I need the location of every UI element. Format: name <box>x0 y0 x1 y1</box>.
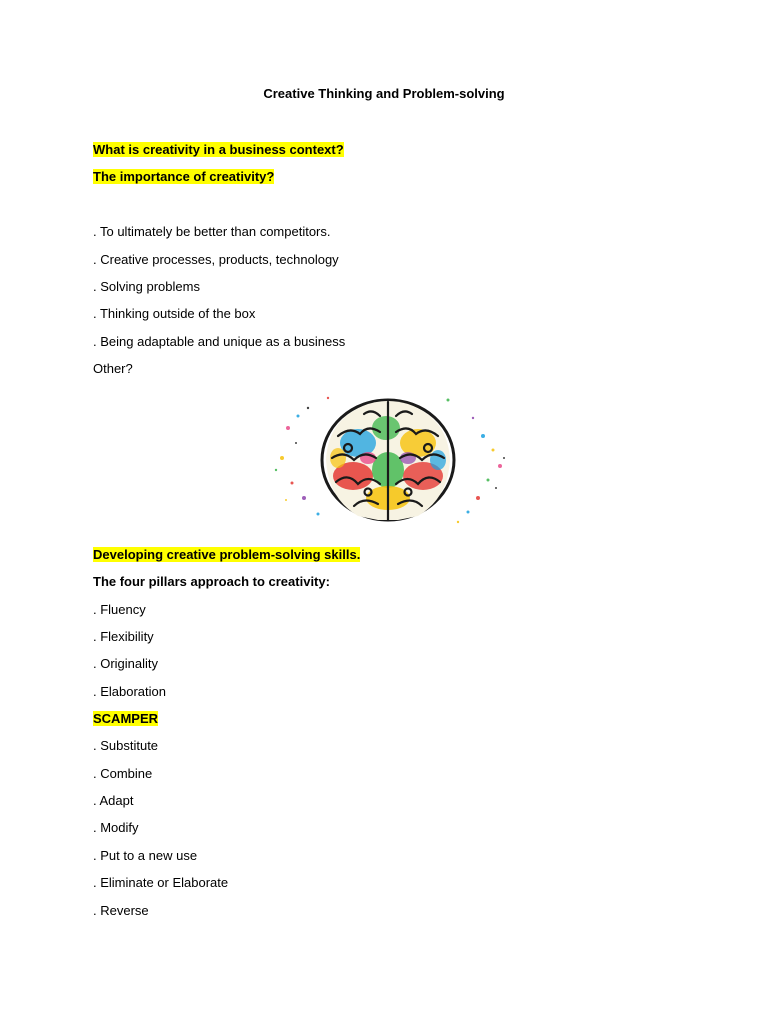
list-item: . Fluency <box>93 602 146 617</box>
highlighted-heading-text: SCAMPER <box>93 711 159 726</box>
list-item: . Thinking outside of the box <box>93 306 256 321</box>
list-item: . Reverse <box>93 903 149 918</box>
highlighted-heading-text: Developing creative problem-solving skills. <box>93 547 361 562</box>
heading-importance <box>93 168 274 186</box>
list-item: . Originality <box>93 656 159 671</box>
list-item: . Adapt <box>93 793 134 808</box>
list-item: . Combine <box>93 766 153 781</box>
list-item: . Modify <box>93 820 139 835</box>
heading-scamper <box>93 710 158 728</box>
highlighted-heading-text: What is creativity in a business context? <box>93 142 344 157</box>
list-item: . Creative processes, products, technology <box>93 252 339 267</box>
heading-creativity-business <box>93 141 344 159</box>
document-title: Creative Thinking and Problem-solving <box>263 86 505 101</box>
list-item: . Put to a new use <box>93 848 198 863</box>
list-item: . Solving problems <box>93 279 200 294</box>
colorful-brain-icon <box>268 388 508 534</box>
list-item: . Being adaptable and unique as a business <box>93 334 346 349</box>
other-text: Other? <box>93 361 133 376</box>
heading-developing-skills <box>93 546 360 564</box>
list-item: . Substitute <box>93 738 159 753</box>
list-item: . Flexibility <box>93 629 154 644</box>
list-item: . To ultimately be better than competitors. <box>93 224 331 239</box>
list-item: . Eliminate or Elaborate <box>93 875 229 890</box>
highlighted-heading-text: The importance of creativity? <box>93 169 275 184</box>
subheading-four-pillars: The four pillars approach to creativity: <box>93 574 330 589</box>
list-item: . Elaboration <box>93 684 166 699</box>
brain-illustration <box>268 388 508 534</box>
